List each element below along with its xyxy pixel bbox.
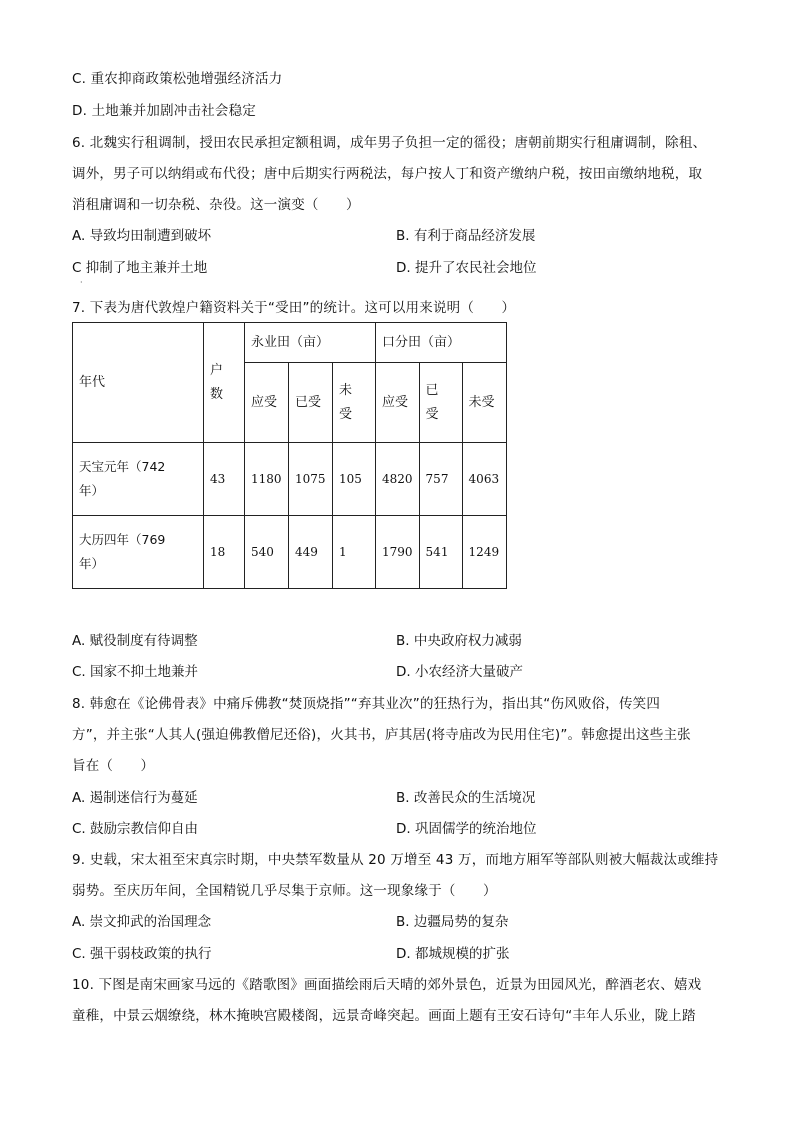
q7-stem: 7. 下表为唐代敦煌户籍资料关于“受田”的统计。这可以用来说明（ ）	[72, 300, 516, 316]
q8-option-d: D. 巩固儒学的统治地位	[396, 821, 537, 837]
yongye-not-received-cell: 105	[333, 443, 376, 516]
q9-stem-line-1: 9. 史载，宋太祖至宋真宗时期，中央禁军数量从 20 万增至 43 万，而地方厢军等部队则被大幅裁汰或维持	[72, 852, 719, 868]
yongye-not-received-cell: 1	[333, 516, 376, 589]
households-header: 户 数	[204, 323, 245, 443]
q8-stem-line-1: 8. 韩愈在《论佛骨表》中痛斥佛教“焚顶烧指”“弃其业次”的狂热行为，指出其“伤风败俗，传笑四	[72, 696, 661, 712]
yongye-received-header: 已受	[289, 363, 333, 443]
q6-stem-line-1: 6. 北魏实行租调制，授田农民承担定额租调，成年男子负担一定的徭役；唐朝前期实行租庸调制，除租、	[72, 135, 707, 151]
year-cell: 大历四年（769 年）	[73, 516, 204, 589]
stray-dot-mark: ·	[80, 278, 83, 287]
q9-option-c: C. 强干弱枝政策的执行	[72, 946, 212, 962]
q6-option-a: A. 导致均田制遭到破坏	[72, 228, 212, 244]
q6-stem-line-2: 调外，男子可以纳绢或布代役；唐中后期实行两税法，每户按人丁和资产缴纳户税，按田亩缴纳地税，取	[72, 166, 703, 182]
q10-stem-line-2: 童稚，中景云烟缭绕，林木掩映宫殿楼阁，远景奇峰突起。画面上题有王安石诗句“丰年人乐业，陇上踏	[72, 1008, 696, 1024]
koufen-received-cell: 541	[419, 516, 462, 589]
households-cell: 18	[204, 516, 245, 589]
yongye-received-cell: 449	[289, 516, 333, 589]
q8-stem-line-3: 旨在（ ）	[72, 758, 155, 774]
koufen-received-header: 已 受	[419, 363, 462, 443]
table-row	[73, 516, 507, 589]
koufen-field-header: 口分田（亩）	[376, 323, 507, 363]
q8-option-a: A. 遏制迷信行为蔓延	[72, 790, 198, 806]
table-row	[73, 443, 507, 516]
yongye-field-header: 永业田（亩）	[245, 323, 376, 363]
households-cell: 43	[204, 443, 245, 516]
q8-option-c: C. 鼓励宗教信仰自由	[72, 821, 199, 837]
koufen-not-received-cell: 4063	[462, 443, 506, 516]
q5-option-c: C. 重农抑商政策松弛增强经济活力	[72, 71, 283, 87]
koufen-should-header: 应受	[376, 363, 420, 443]
year-header: 年代	[73, 323, 204, 443]
q9-option-a: A. 崇文抑武的治国理念	[72, 914, 212, 930]
yongye-should-cell: 1180	[245, 443, 289, 516]
koufen-not-received-cell: 1249	[462, 516, 506, 589]
q10-stem-line-1: 10. 下图是南宋画家马远的《踏歌图》画面描绘雨后天晴的郊外景色，近景为田园风光，醉酒老农、嬉戏	[72, 977, 702, 993]
q7-option-d: D. 小农经济大量破产	[396, 664, 523, 680]
koufen-should-cell: 4820	[376, 443, 420, 516]
yongye-not-received-header: 未 受	[333, 363, 376, 443]
q7-option-b: B. 中央政府权力减弱	[396, 633, 522, 649]
q8-option-b: B. 改善民众的生活境况	[396, 790, 536, 806]
q6-option-c: C 抑制了地主兼并土地	[72, 260, 208, 276]
yongye-should-header: 应受	[245, 363, 289, 443]
yongye-received-cell: 1075	[289, 443, 333, 516]
q9-option-d: D. 都城规模的扩张	[396, 946, 510, 962]
q8-stem-line-2: 方”，并主张“人其人(强迫佛教僧尼还俗)，火其书，庐其居(将寺庙改为民用住宅)”。韩愈提出这些主张	[72, 727, 691, 743]
koufen-should-cell: 1790	[376, 516, 420, 589]
yongye-should-cell: 540	[245, 516, 289, 589]
q6-stem-line-3: 消租庸调和一切杂税、杂役。这一演变（ ）	[72, 197, 360, 213]
q7-option-a: A. 赋役制度有待调整	[72, 633, 198, 649]
q9-option-b: B. 边疆局势的复杂	[396, 914, 509, 930]
q5-option-d: D. 土地兼并加剧冲击社会稳定	[72, 103, 256, 119]
koufen-not-received-header: 未受	[462, 363, 506, 443]
q6-option-b: B. 有利于商品经济发展	[396, 228, 536, 244]
year-cell: 天宝元年（742 年）	[73, 443, 204, 516]
koufen-received-cell: 757	[419, 443, 462, 516]
q7-option-c: C. 国家不抑土地兼并	[72, 664, 199, 680]
field-allotment-table	[72, 322, 507, 589]
q9-stem-line-2: 弱势。至庆历年间，全国精锐几乎尽集于京师。这一现象缘于（ ）	[72, 883, 497, 899]
q6-option-d: D. 提升了农民社会地位	[396, 260, 537, 276]
